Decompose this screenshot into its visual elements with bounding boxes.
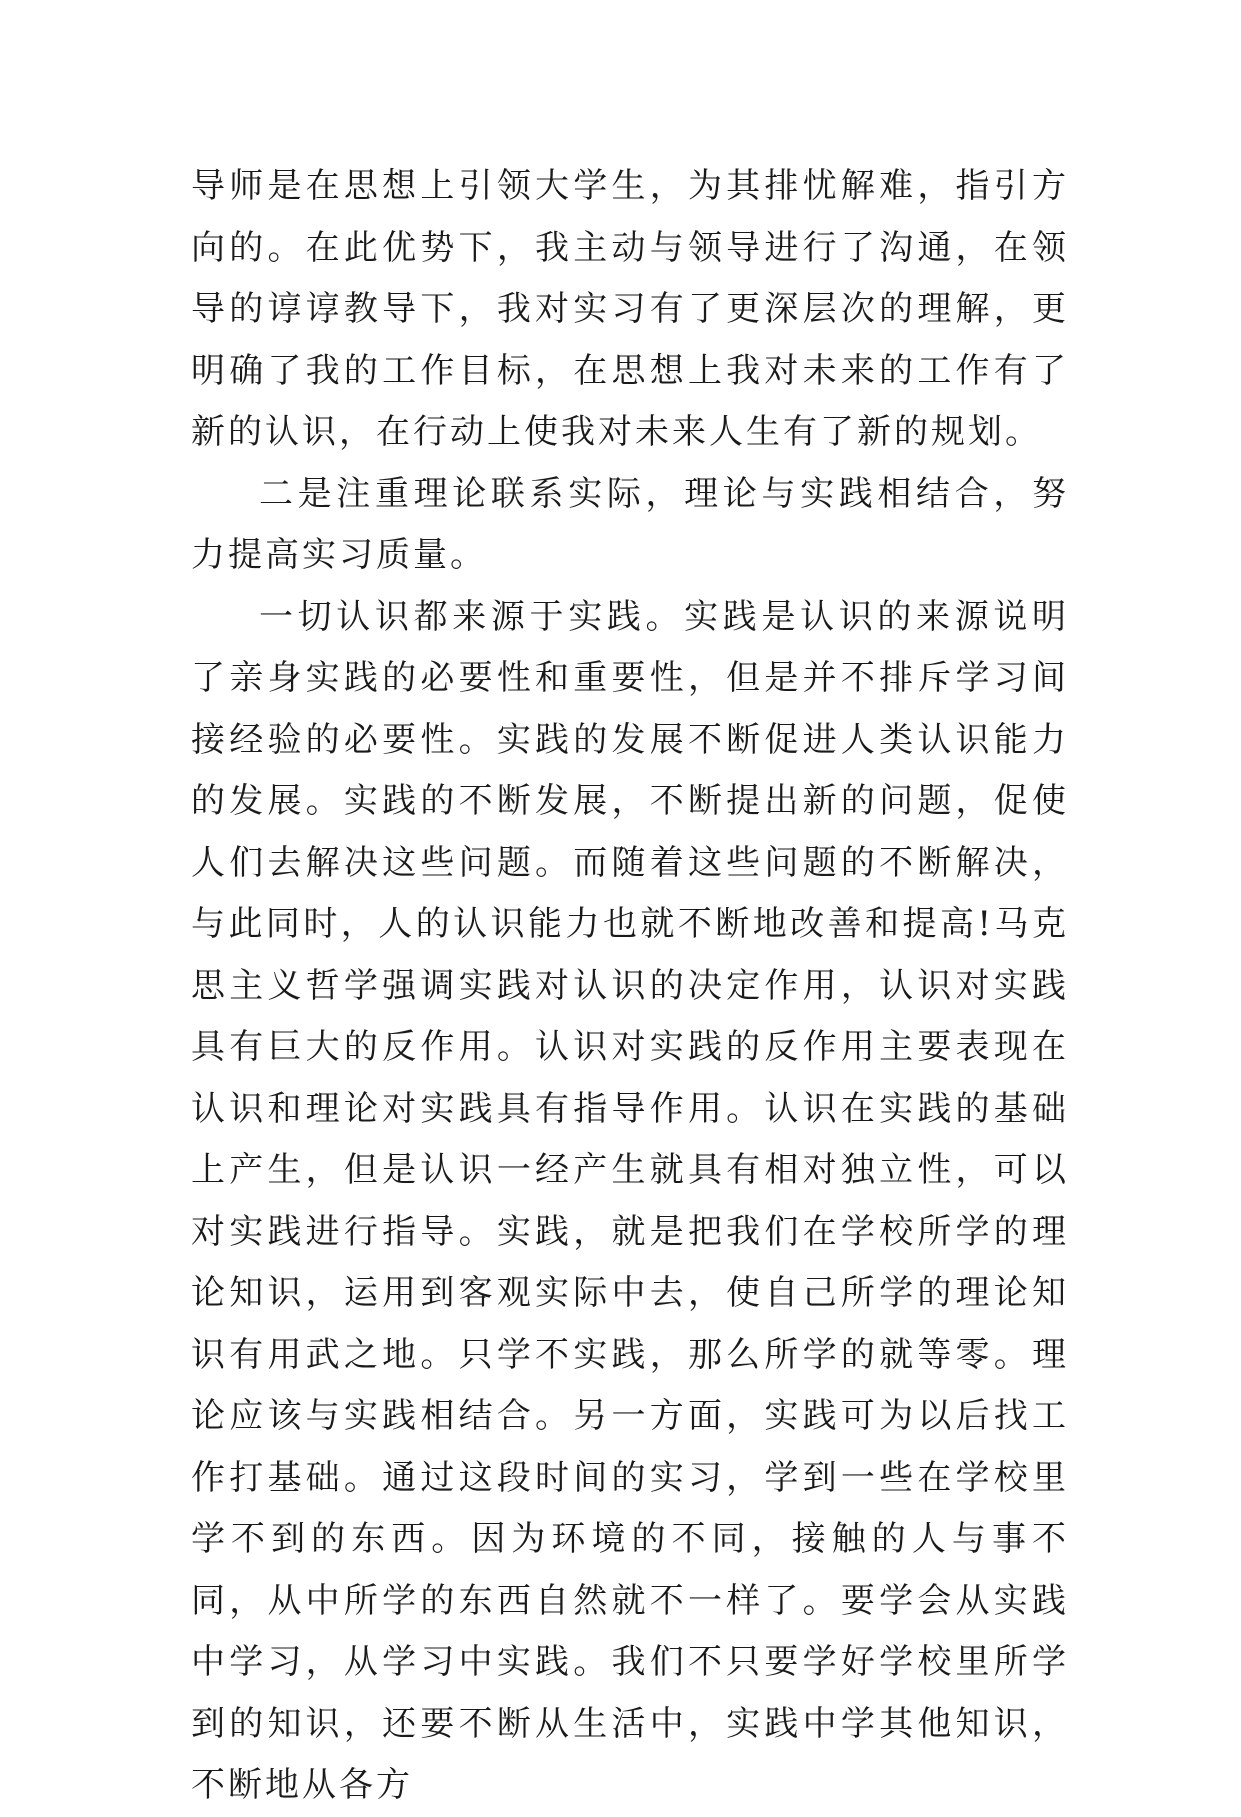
paragraph-2: 二是注重理论联系实际，理论与实践相结合，努力提高实习质量。: [191, 473, 1069, 575]
paragraph-3: 一切认识都来源于实践。实践是认识的来源说明了亲身实践的必要性和重要性，但是并不排斥学习间接经验的必要性。实践的发展不断促进人类认识能力的发展。实践的不断发展，不断提出新的问题，促使人们去解决这些问题。而随着这些问题的不断解决，与此同时，人的认识能力也就不断地改善和提高!马克思主义哲学强调实践对认识的决定作用，认识对实践具有巨大的反作用。认识对实践的反作用主要表现在认识和理论对实践具有指导作用。认识在实践的基础上产生，但是认识一经产生就具有相对独立性，可以对实践进行指导。实践，就是把我们在学校所学的理论知识，运用到客观实际中去，使自己所学的理论知识有用武之地。只学不实践，那么所学的就等零。理论应该与实践相结合。另一方面，实践可为以后找工作打基础。通过这段时间的实习，学到一些在学校里学不到的东西。因为环境的不同，接触的人与事不同，从中所学的东西自然就不一样了。要学会从实践中学习，从学习中实践。我们不只要学好学校里所学到的知识，还要不断从生活中，实践中学其他知识，不断地从各方: [191, 596, 1069, 1805]
body-text: [191, 156, 1069, 1817]
paragraph-1: 导师是在思想上引领大学生，为其排忧解难，指引方向的。在此优势下，我主动与领导进行了沟通，在领导的谆谆教导下，我对实习有了更深层次的理解，更明确了我的工作目标，在思想上我对未来的工作有了新的认识，在行动上使我对未来人生有了新的规划。: [191, 166, 1069, 452]
